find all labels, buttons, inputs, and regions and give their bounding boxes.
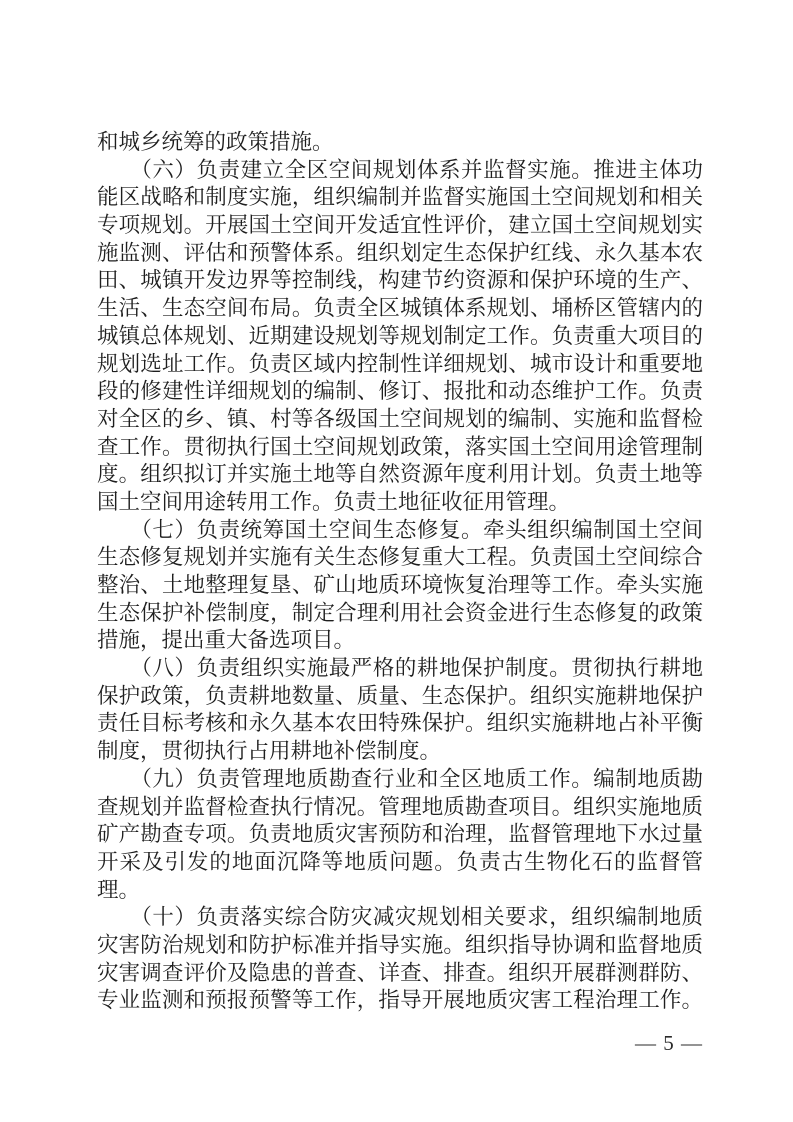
text-line: 制度，贯彻执行占用耕地补偿制度。 bbox=[97, 739, 442, 764]
text-line: 生态保护补偿制度，制定合理利用社会资金进行生态修复的政策 bbox=[97, 600, 703, 625]
text-line: 责任目标考核和永久基本农田特殊保护。组织实施耕地占补平衡 bbox=[97, 711, 703, 736]
text-line: （六）负责建立全区空间规划体系并监督实施。推进主体功 bbox=[97, 157, 703, 182]
text-line: 查工作。贯彻执行国土空间规划政策，落实国土空间用途管理制 bbox=[97, 434, 703, 459]
text-line: 灾害调查评价及隐患的普查、详查、排查。组织开展群测群防、 bbox=[97, 960, 703, 985]
text-line: 专项规划。开展国土空间开发适宜性评价，建立国土空间规划实 bbox=[97, 213, 703, 238]
text-line: 规划选址工作。负责区域内控制性详细规划、城市设计和重要地 bbox=[97, 351, 703, 376]
text-line: 能区战略和制度实施，组织编制并监督实施国土空间规划和相关 bbox=[97, 185, 703, 210]
text-line: 理。 bbox=[97, 877, 141, 902]
text-line: 措施，提出重大备选项目。 bbox=[97, 628, 356, 653]
text-line: 开采及引发的地面沉降等地质问题。负责古生物化石的监督管 bbox=[97, 849, 703, 874]
text-line: 施监测、评估和预警体系。组织划定生态保护红线、永久基本农 bbox=[97, 240, 703, 265]
text-line: 生活、生态空间布局。负责全区城镇体系规划、埇桥区管辖内的 bbox=[97, 296, 703, 321]
text-line: 专业监测和预报预警等工作，指导开展地质灾害工程治理工作。 bbox=[97, 988, 703, 1013]
document-body bbox=[97, 129, 703, 1015]
text-line: 段的修建性详细规划的编制、修订、报批和动态维护工作。负责 bbox=[97, 379, 703, 404]
page-number: — 5 — bbox=[635, 1031, 703, 1055]
text-line: （九）负责管理地质勘查行业和全区地质工作。编制地质勘 bbox=[97, 766, 703, 791]
text-line: 城镇总体规划、近期建设规划等规划制定工作。负责重大项目的 bbox=[97, 323, 703, 348]
text-line: 国土空间用途转用工作。负责土地征收征用管理。 bbox=[97, 489, 571, 514]
text-line: 生态修复规划并实施有关生态修复重大工程。负责国土空间综合 bbox=[97, 545, 703, 570]
text-line: 查规划并监督检查执行情况。管理地质勘查项目。组织实施地质 bbox=[97, 794, 703, 819]
text-line: 保护政策，负责耕地数量、质量、生态保护。组织实施耕地保护 bbox=[97, 683, 703, 708]
text-line: （八）负责组织实施最严格的耕地保护制度。贯彻执行耕地 bbox=[97, 656, 703, 681]
text-line: 度。组织拟订并实施土地等自然资源年度利用计划。负责土地等 bbox=[97, 462, 703, 487]
text-line: 和城乡统筹的政策措施。 bbox=[97, 130, 334, 154]
text-line: 田、城镇开发边界等控制线，构建节约资源和保护环境的生产、 bbox=[97, 268, 703, 293]
text-line: （七）负责统筹国土空间生态修复。牵头组织编制国土空间 bbox=[97, 517, 703, 542]
text-line: 灾害防治规划和防护标准并指导实施。组织指导协调和监督地质 bbox=[97, 932, 703, 957]
text-line: （十）负责落实综合防灾减灾规划相关要求，组织编制地质 bbox=[97, 905, 703, 930]
text-line: 矿产勘查专项。负责地质灾害预防和治理，监督管理地下水过量 bbox=[97, 822, 703, 847]
text-line: 对全区的乡、镇、村等各级国土空间规划的编制、实施和监督检 bbox=[97, 406, 703, 431]
text-line: 整治、土地整理复垦、矿山地质环境恢复治理等工作。牵头实施 bbox=[97, 573, 703, 597]
